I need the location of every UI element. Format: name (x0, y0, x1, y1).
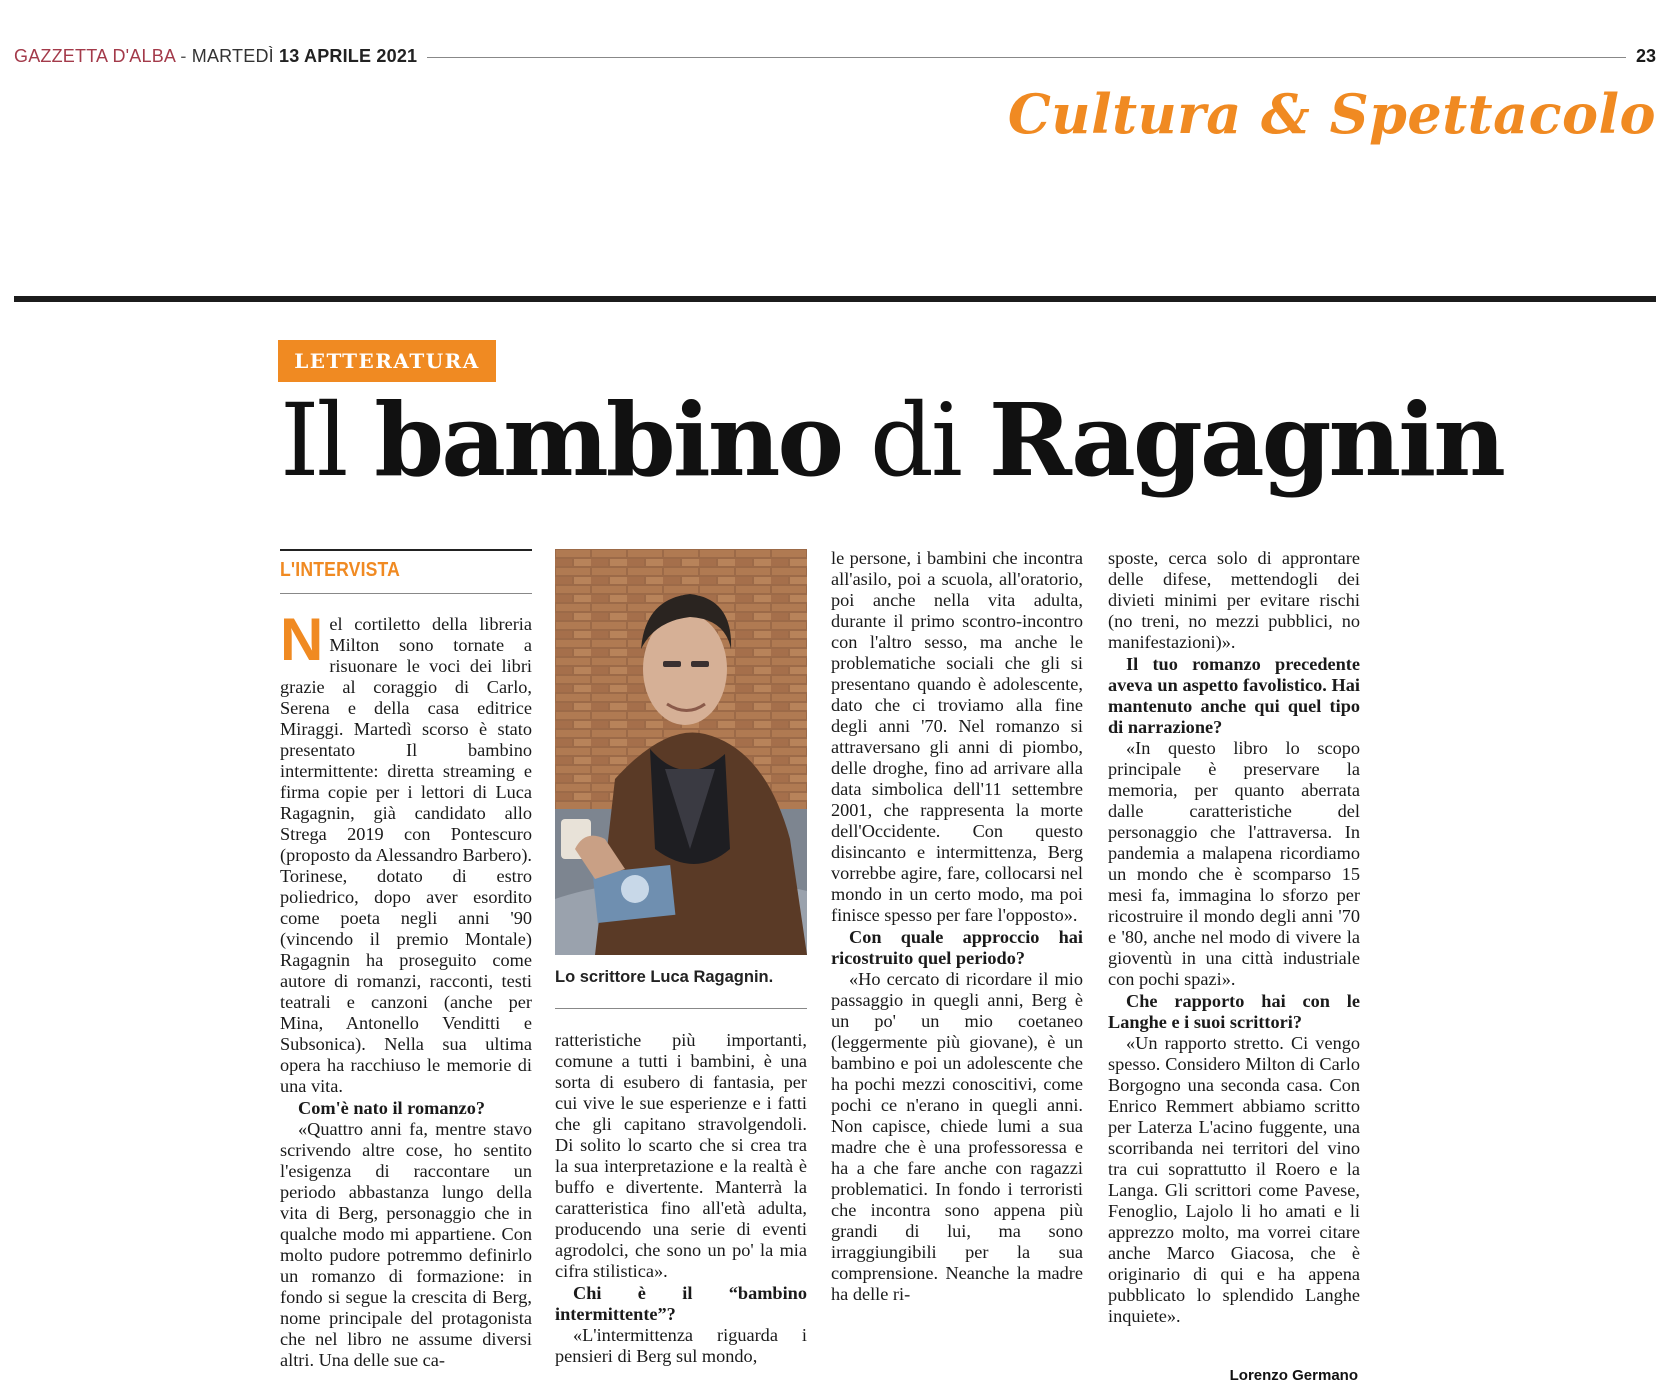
answer-3-part-1: «Ho cercato di ricordare il mio passaggio in quegli anni, Berg è un po' un mio coetaneo (leggermente più giovane), è un bambino e poi un adolescente che ha pochi mezzi conoscitivi, come pochi ce n'erano in quegli anni. Non capisce, chiede lumi a sua madre che è una professoressa e ha a che fare anche con ragazzi problematici. In fondo i terroristi che incontra sono appena più grandi di lui, ma sono irraggiungibili per la sua comprensione. Neanche la madre ha delle ri- (831, 969, 1083, 1304)
drop-cap: N (280, 606, 324, 673)
headline-part: Il (280, 382, 375, 499)
headline-part: di (841, 382, 989, 499)
headline-part-bold: Ragagnin (988, 381, 1503, 499)
article-column-1 (280, 606, 532, 1371)
headline-part-bold: bambino (374, 381, 842, 499)
header-separator: - (175, 46, 192, 66)
kicker-box (280, 549, 532, 594)
kicker: L'INTERVISTA (280, 559, 401, 581)
answer-4: «In questo libro lo scopo principale è preservare la memoria, per quanto aberrata dalle caratteristiche del personaggio che l'attraversa. In pandemia a malapena ricordiamo un mondo che è scomparso 15 mesi fa, immagina lo sforzo per ricostruire il mondo degli anni '70 e '80, anche nel modo di vivere la gioventù in una città industriale con pochi spazi». (1108, 738, 1360, 989)
article-column-3 (831, 548, 1083, 1305)
issue-date: 13 APRILE 2021 (279, 46, 418, 66)
question-2: Chi è il “bambino intermittente”? (555, 1283, 807, 1324)
question-4: Il tuo romanzo precedente aveva un aspetto favolistico. Hai mantenuto anche qui quel tipo di narrazione? (1108, 654, 1360, 737)
publication-name: GAZZETTA D'ALBA (14, 46, 176, 66)
page-number: 23 (1626, 46, 1656, 67)
author-photo (555, 549, 807, 955)
answer-2-part-2: le persone, i bambini che incontra all'asilo, poi a scuola, all'oratorio, poi anche nella vita adulta, durante il primo scontro-incontro con l'altro sesso, ma anche le problematiche sociali che gli si presentano quando è adolescente, dato che ci troviamo alla fine degli anni '70. Nel romanzo si attraversano gli anni di piombo, delle droghe, fino ad arrivare alla data simbolica dell'11 settembre 2001, che rappresenta la morte dell'Occidente. Con questo disincanto e intermittenza, Berg vorrebbe agire, fare, collocarsi nel mondo in un certo modo, ma poi finisce spesso per fare l'opposto». (831, 548, 1083, 925)
weekday: MARTEDÌ (191, 46, 274, 66)
headline (280, 381, 1503, 499)
intro-text: el cortiletto della libreria Milton sono tornate a risuonare le voci dei libri grazie al coraggio di Carlo, Serena e della casa editrice Miraggi. Martedì scorso è stato presentato Il bambino intermittente: diretta streaming e firma copie per i lettori di Luca Ragagnin, già candidato allo Strega 2019 con Pontescuro (proposto da Alessandro Barbero). Torinese, dotato di estro poliedrico, dopo aver esordito come poeta negli anni '90 (vincendo il premio Montale) Ragagnin ha proseguito come autore di romanzi, racconti, testi teatrali e canzoni (anche per Mina, Antonello Venditti e Subsonica). Nella sua ultima opera ha racchiuso le memorie di una vita. (280, 614, 532, 1096)
article-column-4 (1108, 548, 1360, 1327)
page-header (14, 46, 1656, 68)
author-signature: Lorenzo Germano (1229, 1367, 1358, 1384)
answer-1-part-2: ratteristiche più importanti, comune a tutti i bambini, è una sorta di esubero di fantasia, per cui vive le sue esperienze e i fatti che gli capitano stravolgendoli. Di solito lo scarto che si crea tra la sua interpretazione e la realtà è buffo e divertente. Manterrà la caratteristica fino all'età adulta, producendo una serie di eventi agrodolci, che sono un po' la mia cifra stilistica». (555, 1030, 807, 1281)
section-divider (14, 296, 1656, 302)
masthead-line (14, 46, 427, 67)
intro-paragraph (280, 606, 532, 1097)
question-1: Com'è nato il romanzo? (298, 1098, 486, 1118)
author-portrait-photo (555, 549, 807, 955)
answer-5: «Un rapporto stretto. Ci vengo spesso. Considero Milton di Carlo Borgogno una seconda casa. Con Enrico Remmert abbiamo scritto per Laterza L'acino fuggente, una scorribanda nei territori del vino tra cui soprattutto il Roero e la Langa. Gli scrittori come Pavese, Fenoglio, Lajolo li ho amati e li apprezzo molto, ma vorrei citare anche Marco Giacosa, che è originario di qui e ha appena pubblicato lo splendido Langhe inquiete». (1108, 1033, 1360, 1326)
category-tag: LETTERATURA (278, 340, 496, 382)
question-3: Con quale approccio hai ricostruito quel periodo? (831, 927, 1083, 968)
question-5: Che rapporto hai con le Langhe e i suoi scrittori? (1108, 991, 1360, 1032)
article-column-2 (555, 1030, 807, 1367)
section-title: Cultura & Spettacolo (1007, 82, 1656, 146)
caption-rule (555, 1008, 807, 1009)
photo-caption: Lo scrittore Luca Ragagnin. (555, 968, 774, 986)
answer-1-part-1: «Quattro anni fa, mentre stavo scrivendo altre cose, ho sentito l'esigenza di raccontare un periodo abbastanza lungo della vita di Berg, personaggio che in qualche modo mi appartiene. Con molto pudore potremmo definirlo un romanzo di formazione: in fondo si segue la crescita di Berg, nome principale del protagonista che nel libro ne assume diversi altri. Una delle sue ca- (280, 1119, 532, 1370)
answer-2-part-1: «L'intermittenza riguarda i pensieri di Berg sul mondo, (555, 1325, 807, 1366)
answer-3-part-2: sposte, cerca solo di approntare delle difese, mettendogli dei divieti minimi per evitare rischi (no treni, no mezzi pubblici, no manifestazioni)». (1108, 548, 1360, 652)
